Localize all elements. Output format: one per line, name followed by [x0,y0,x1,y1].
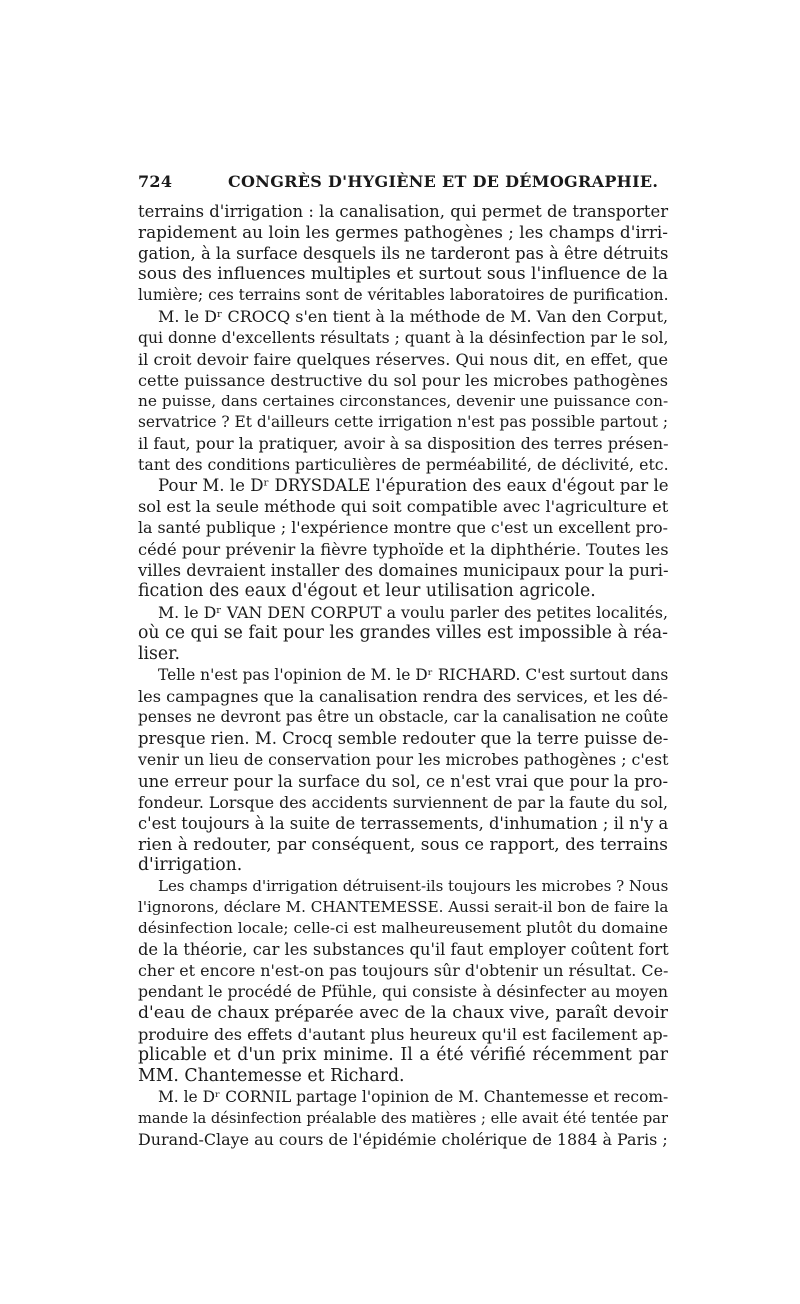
text-line: cher et encore n'est-on pas toujours sûr d'obtenir un résultat. Ce- [138,961,669,981]
text-line: lumière; ces terrains sont de véritables laboratoires de purification. [138,286,669,305]
running-title: CONGRÈS D'HYGIÈNE ET DE DÉMOGRAPHIE. [228,172,659,191]
text-line: cette puissance destructive du sol pour les microbes pathogènes [138,370,668,390]
text-line: désinfection locale; celle-ci est malheureusement plutôt du domaine [138,919,668,938]
body-text [138,201,668,1150]
text-line: Telle n'est pas l'opinion de M. le Dʳ RICHARD. C'est surtout dans [158,666,669,685]
text-line: cédé pour prévenir la fièvre typhoïde et la diphthérie. Toutes les [138,539,669,559]
text-line: de la théorie, car les substances qu'il faut employer coûtent fort [138,940,669,960]
text-line: M. le Dʳ VAN DEN CORPUT a voulu parler des petites localités, [158,602,668,622]
text-line: presque rien. M. Crocq semble redouter que la terre puisse de- [138,729,669,749]
text-line: c'est toujours à la suite de terrassements, d'inhumation ; il n'y a [138,813,669,833]
text-line: pendant le procédé de Pfühle, qui consiste à désinfecter au moyen [138,982,669,1002]
text-line: il croit devoir faire quelques réserves. Qui nous dit, en effet, que [138,349,669,369]
text-line: liser. [138,643,181,664]
text-line: la santé publique ; l'expérience montre que c'est un excellent pro- [138,518,668,538]
text-line: villes devraient installer des domaines municipaux pour la puri- [138,560,669,580]
text-line: gation, à la surface desquels ils ne tarderont pas à être détruits [138,244,669,264]
text-line: venir un lieu de conservation pour les microbes pathogènes ; c'est [138,750,669,770]
text-line: penses ne devront pas être un obstacle, car la canalisation ne coûte [138,708,669,727]
running-header [138,172,668,191]
text-line: produire des effets d'autant plus heureux qu'il est facilement ap- [138,1024,669,1044]
text-line: qui donne d'excellents résultats ; quant à la désinfection par le sol, [138,328,669,347]
text-line: Durand-Claye au cours de l'épidémie cholérique de 1884 à Paris ; [138,1130,668,1150]
text-line: servatrice ? Et d'ailleurs cette irrigation n'est pas possible partout ; [138,412,669,431]
text-line: les campagnes que la canalisation rendra des services, et les dé- [138,687,668,707]
text-line: Pour M. le Dʳ DRYSDALE l'épuration des eaux d'égout par le [158,476,669,496]
text-line: mande la désinfection préalable des matières ; elle avait été tentée par [138,1110,668,1128]
text-line: fication des eaux d'égout et leur utilisation agricole. [138,580,596,601]
text-line: d'eau de chaux préparée avec de la chaux vive, paraît devoir [138,1002,668,1023]
text-line: MM. Chantemesse et Richard. [138,1065,405,1086]
text-line: une erreur pour la surface du sol, ce n'est vrai que pour la pro- [138,771,669,791]
text-line: plicable et d'un prix minime. Il a été vérifié récemment par [138,1044,668,1065]
page-number: 724 [138,172,173,191]
text-line: terrains d'irrigation : la canalisation, qui permet de transporter [138,202,669,221]
text-line: fondeur. Lorsque des accidents surviennent de par la faute du sol, [138,792,668,812]
text-line: rien à redouter, par conséquent, sous ce rapport, des terrains [138,833,668,854]
text-line: l'ignorons, déclare M. CHANTEMESSE. Aussi serait-il bon de faire la [138,898,669,917]
text-line: sous des influences multiples et surtout sous l'influence de la [138,264,668,285]
text-line: où ce qui se fait pour les grandes villes est impossible à réa- [138,622,668,643]
text-line: rapidement au loin les germes pathogènes ; les champs d'irri- [138,222,668,243]
text-line: il faut, pour la pratiquer, avoir à sa disposition des terres présen- [138,434,669,454]
text-line: sol est la seule méthode qui soit compatible avec l'agriculture et [138,497,669,517]
text-line: ne puisse, dans certaines circonstances, devenir une puissance con- [138,391,669,410]
text-line: M. le Dʳ CORNIL partage l'opinion de M. Chantemesse et recom- [158,1087,669,1106]
text-line: Les champs d'irrigation détruisent-ils toujours les microbes ? Nous [158,877,669,895]
text-line: d'irrigation. [138,854,243,875]
text-line: M. le Dʳ CROCQ s'en tient à la méthode de M. Van den Corput, [158,307,669,327]
text-line: tant des conditions particulières de perméabilité, de déclivité, etc. [138,455,669,475]
